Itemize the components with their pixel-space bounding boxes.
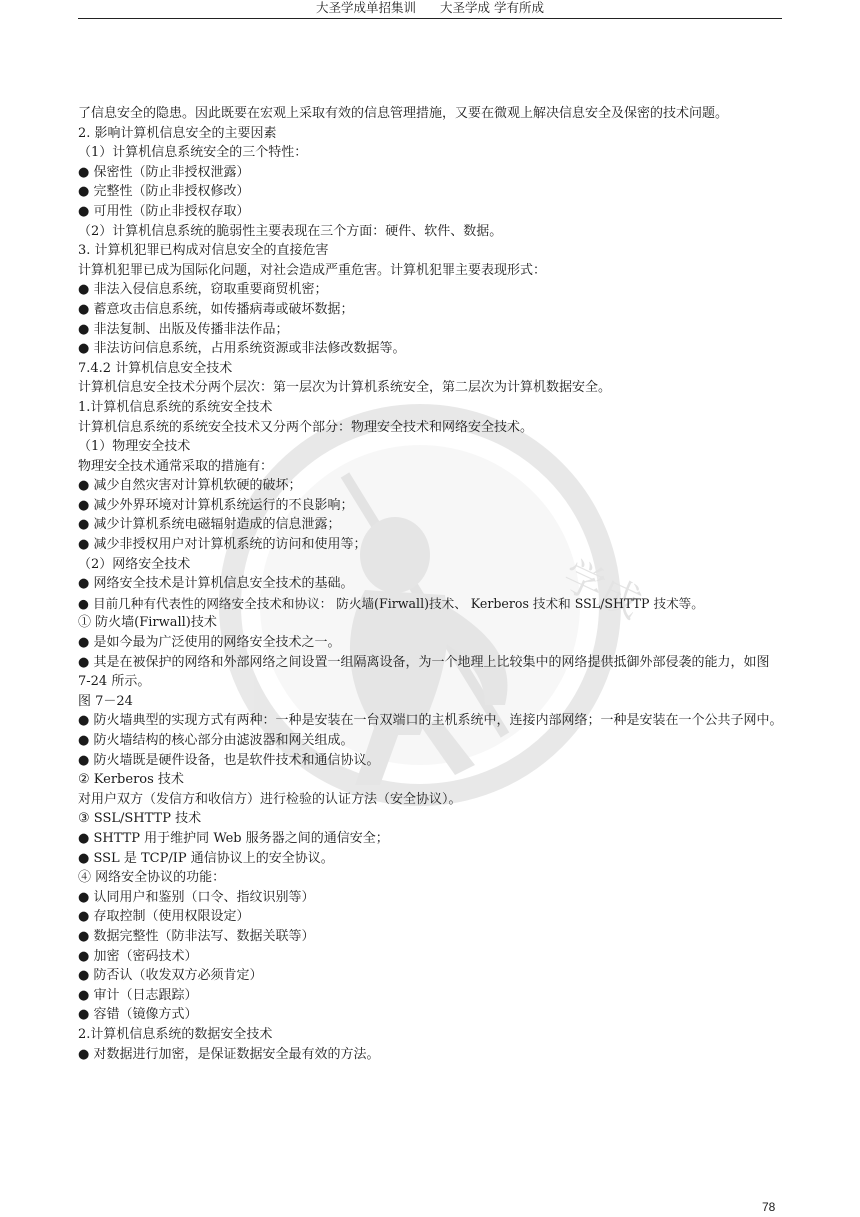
subsection-heading: （2）网络安全技术 <box>78 556 191 572</box>
numbered-heading: ① 防火墙(Firwall)技术 <box>78 615 217 631</box>
list-item: ● 防火墙既是硬件设备，也是软件技术和通信协议。 <box>78 752 380 768</box>
page-header <box>78 0 782 19</box>
list-item: ● 其是在被保护的网络和外部网络之间设置一组隔离设备，为一个地理上比较集中的网络提供抵御外部侵袭的能力，如图 7-24 所示。 <box>78 654 770 690</box>
header-left-text: 大圣学成单招集训 <box>316 0 417 15</box>
list-item: ● 蓄意攻击信息系统，如传播病毒或破坏数据； <box>78 301 354 317</box>
subsection-heading: （1）物理安全技术 <box>78 439 191 455</box>
section-heading: 2.计算机信息系统的数据安全技术 <box>78 1026 273 1042</box>
paragraph-line: 计算机信息系统的系统安全技术又分两个部分：物理安全技术和网络安全技术。 <box>78 419 534 435</box>
section-heading: 3. 计算机犯罪已构成对信息安全的直接危害 <box>78 243 329 259</box>
page-number: 78 <box>762 1200 776 1214</box>
subsection-heading: （1）计算机信息系统安全的三个特性： <box>78 145 308 161</box>
list-item: ● 完整性（防止非授权修改） <box>78 184 250 200</box>
paragraph-line: 计算机信息安全技术分两个层次：第一层次为计算机系统安全，第二层次为计算机数据安全。 <box>78 380 612 396</box>
paragraph-line: 了信息安全的隐患。因此既要在宏观上采取有效的信息管理措施，又要在微观上解决信息安全及保密的技术问题。 <box>78 106 729 121</box>
list-item: ● 减少外界环境对计算机系统运行的不良影响； <box>78 497 354 513</box>
list-item: ● 认同用户和鉴别（口令、指纹识别等） <box>78 889 315 905</box>
list-item: ● 目前几种有代表性的网络安全技术和协议： 防火墙(Firwall)技术、 Kerberos 技术和 SSL/SHTTP 技术等。 <box>78 595 704 611</box>
list-item: ● 存取控制（使用权限设定） <box>78 909 250 925</box>
list-item: ● 数据完整性（防非法写、数据关联等） <box>78 928 315 944</box>
list-item: ● 网络安全技术是计算机信息安全技术的基础。 <box>78 576 354 592</box>
list-item: ● SSL 是 TCP/IP 通信协议上的安全协议。 <box>78 850 334 866</box>
list-item: ● 是如今最为广泛使用的网络安全技术之一。 <box>78 635 341 651</box>
list-item: ● 审计（日志跟踪） <box>78 987 198 1003</box>
section-heading: 1.计算机信息系统的系统安全技术 <box>78 399 273 415</box>
watermark-char-1: 学成 <box>555 552 648 628</box>
document-body <box>78 104 784 1064</box>
subsection-heading: （2）计算机信息系统的脆弱性主要表现在三个方面：硬件、软件、数据。 <box>78 223 503 239</box>
list-item: ● 减少非授权用户对计算机系统的访问和使用等； <box>78 537 367 553</box>
list-item: ● 容错（镜像方式） <box>78 1007 198 1023</box>
list-item: ● 防火墙结构的核心部分由滤波器和网关组成。 <box>78 733 354 748</box>
section-heading: 2. 影响计算机信息安全的主要因素 <box>78 125 277 141</box>
paragraph-line: 物理安全技术通常采取的措施有： <box>78 458 274 474</box>
paragraph-line: 对用户双方（发信方和收信方）进行检验的认证方法（安全协议）。 <box>78 791 462 807</box>
list-item: ● 减少计算机系统电磁辐射造成的信息泄露； <box>78 517 341 533</box>
section-heading: 7.4.2 计算机信息安全技术 <box>78 360 233 376</box>
list-item: ● SHTTP 用于维护同 Web 服务器之间的通信安全； <box>78 830 389 846</box>
figure-caption: 图 7－24 <box>78 693 133 709</box>
list-item: ● 保密性（防止非授权泄露） <box>78 164 250 180</box>
numbered-heading: ② Kerberos 技术 <box>78 772 184 788</box>
list-item: ● 减少自然灾害对计算机软硬的破坏； <box>78 478 302 494</box>
paragraph-line: 计算机犯罪已成为国际化问题，对社会造成严重危害。计算机犯罪主要表现形式： <box>78 262 547 278</box>
list-item: ● 非法访问信息系统，占用系统资源或非法修改数据等。 <box>78 341 406 357</box>
list-item: ● 防否认（收发双方必须肯定） <box>78 968 263 984</box>
numbered-heading: ④ 网络安全协议的功能： <box>78 870 226 886</box>
list-item: ● 非法入侵信息系统，窃取重要商贸机密； <box>78 282 328 298</box>
list-item: ● 可用性（防止非授权存取） <box>78 203 250 219</box>
list-item: ● 非法复制、出版及传播非法作品； <box>78 321 289 337</box>
numbered-heading: ③ SSL/SHTTP 技术 <box>78 811 202 827</box>
list-item: ● 对数据进行加密，是保证数据安全最有效的方法。 <box>78 1046 380 1062</box>
header-right-text: 大圣学成 学有所成 <box>440 0 544 15</box>
list-item: ● 加密（密码技术） <box>78 948 198 964</box>
list-item: ● 防火墙典型的实现方式有两种：一种是安装在一台双端口的主机系统中，连接内部网络；一种是安装在一个公共子网中。 <box>78 713 783 729</box>
